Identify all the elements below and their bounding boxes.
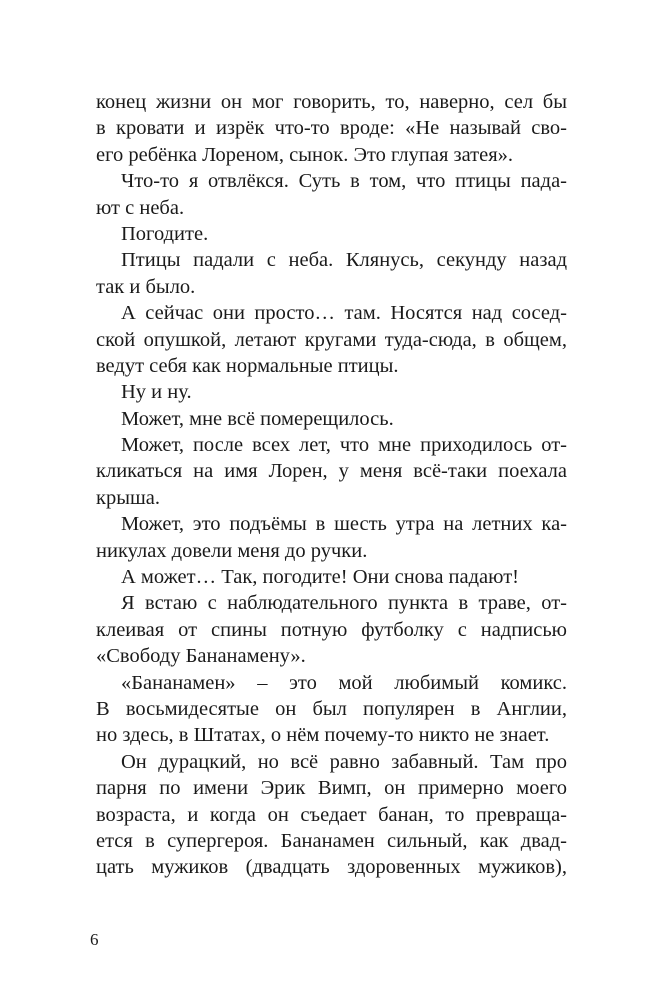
text-line: в кровати и изрёк что-то вроде: «Не называй сво- bbox=[96, 117, 567, 140]
text-line: конец жизни он мог говорить, то, наверно, сел бы bbox=[96, 91, 567, 113]
text-line: Может, после всех лет, что мне приходилось от- bbox=[121, 434, 567, 457]
text-line: крыша. bbox=[96, 486, 160, 509]
text-line: Погодите. bbox=[121, 222, 209, 245]
text-line: А может… Так, погодите! Они снова падают! bbox=[121, 566, 519, 589]
text-line: ется в супергероя. Бананамен сильный, как двад- bbox=[96, 829, 567, 852]
text-line: В восьмидесятые он был популярен в Англии, bbox=[96, 697, 567, 720]
text-line: парня по имени Эрик Вимп, он примерно моего bbox=[96, 777, 567, 800]
text-line: его ребёнка Лореном, сынок. Это глупая затея». bbox=[96, 143, 514, 166]
text-line: «Бананамен» – это мой любимый комикс. bbox=[121, 671, 567, 694]
text-line: кликаться на имя Лорен, у меня всё-таки поехала bbox=[96, 460, 567, 483]
text-line: Ну и ну. bbox=[121, 381, 192, 404]
text-line: ской опушкой, летают кругами туда-сюда, в общем, bbox=[96, 328, 567, 351]
text-line: никулах довели меня до ручки. bbox=[96, 539, 368, 562]
text-line: ведут себя как нормальные птицы. bbox=[96, 354, 399, 377]
text-line: цать мужиков (двадцать здоровенных мужиков), bbox=[96, 856, 567, 879]
text-line: но здесь, в Штатах, о нём почему-то никто не знает. bbox=[96, 724, 550, 747]
text-line: Что-то я отвлёкся. Суть в том, что птицы пада- bbox=[121, 170, 567, 193]
text-line: так и было. bbox=[96, 275, 196, 298]
text-line: «Свободу Бананамену». bbox=[96, 645, 306, 668]
text-line: возраста, и когда он съедает банан, то превраща- bbox=[96, 803, 567, 826]
text-line: А сейчас они просто… там. Носятся над сосед- bbox=[121, 302, 567, 325]
text-line: Птицы падали с неба. Клянусь, секунду назад bbox=[121, 249, 567, 272]
text-line: Может, это подъёмы в шесть утра на летних ка- bbox=[121, 513, 567, 536]
text-line: Может, мне всё померещилось. bbox=[121, 407, 394, 430]
text-line: Он дурацкий, но всё равно забавный. Там про bbox=[121, 750, 567, 773]
text-line: ют с неба. bbox=[96, 196, 185, 219]
body-text bbox=[96, 89, 567, 881]
text-line: клеивая от спины потную футболку с надписью bbox=[96, 618, 567, 641]
page-number: 6 bbox=[90, 930, 99, 949]
text-line: Я встаю с наблюдательного пункта в траве, от- bbox=[121, 592, 567, 615]
